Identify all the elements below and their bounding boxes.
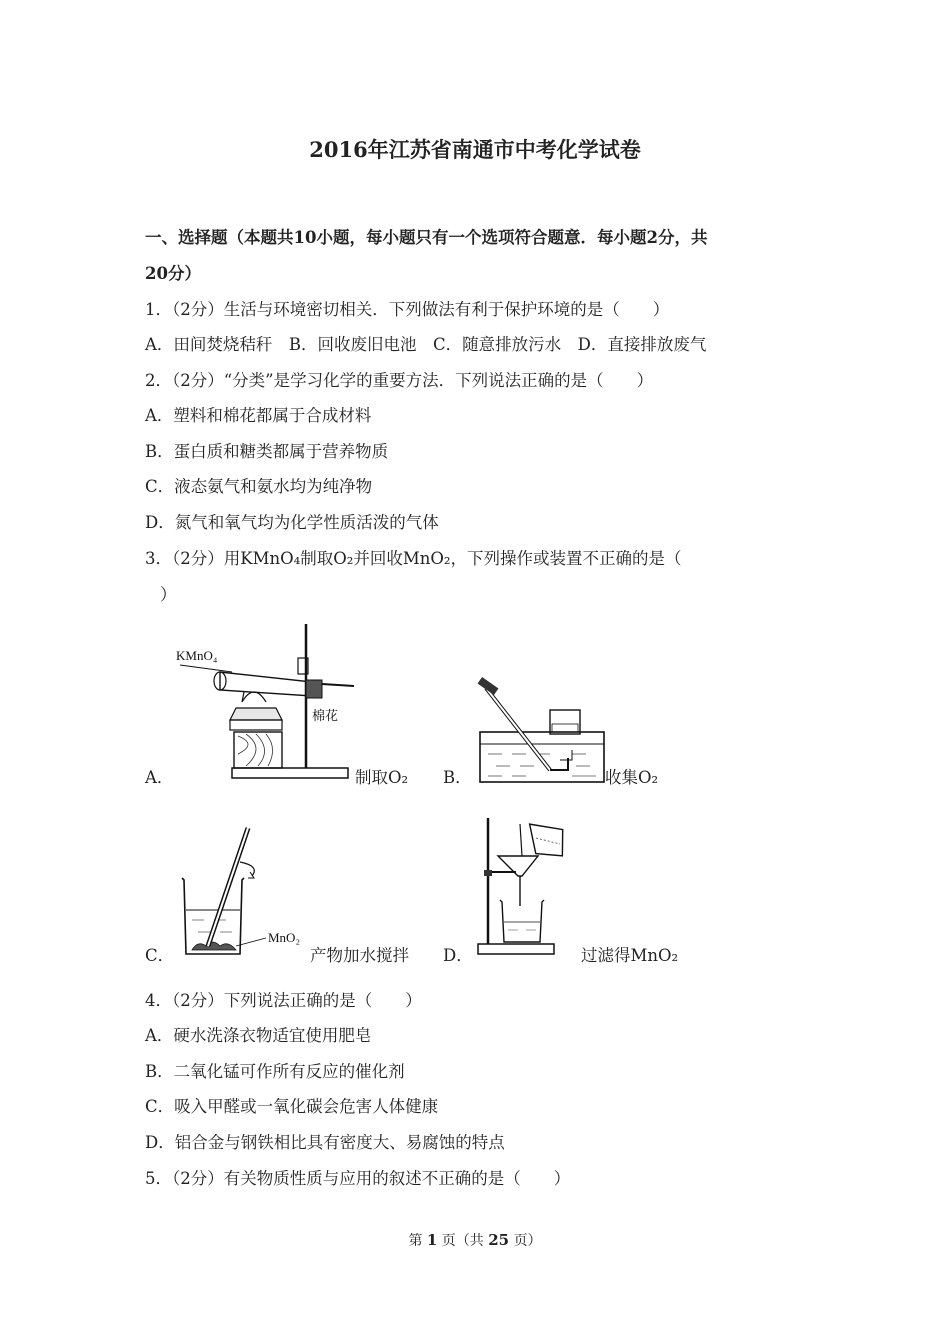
q4-option-a: A．硬水洗涤衣物适宜使用肥皂 xyxy=(145,1026,372,1045)
q3-option-b-caption: 收集O₂ xyxy=(605,768,659,787)
q1-options: A．田间焚烧秸秆 B．回收废旧电池 C．随意排放污水 D．直接排放废气 xyxy=(145,335,707,354)
q3-option-d-caption: 过滤得MnO₂ xyxy=(581,946,679,965)
figure-d-filtration xyxy=(476,810,586,960)
footer-page-number: 1 xyxy=(426,1231,438,1249)
q3-option-b-letter: B． xyxy=(443,768,472,787)
q3-option-a-letter: A． xyxy=(145,768,174,787)
q2-option-b: B．蛋白质和糖类都属于营养物质 xyxy=(145,442,389,461)
q3-stem-line1: 3．（2分）用KMnO₄制取O₂并回收MnO₂，下列操作或装置不正确的是（ xyxy=(145,549,682,568)
q5-stem: 5．（2分）有关物质性质与应用的叙述不正确的是（ ） xyxy=(145,1169,571,1188)
q3-stem-line2: ） xyxy=(160,585,177,604)
figure-a-kmno4-label: KMnO₄ xyxy=(176,648,218,663)
figure-b-gas-collection xyxy=(476,674,626,784)
q3-option-a-caption: 制取O₂ xyxy=(355,768,409,787)
page-title: 2016年江苏省南通市中考化学试卷 xyxy=(309,137,641,162)
q1-stem: 1．（2分）生活与环境密切相关．下列做法有利于保护环境的是（ ） xyxy=(145,300,670,319)
q4-option-c: C．吸入甲醛或一氧化碳会危害人体健康 xyxy=(145,1097,439,1116)
footer-prefix: 第 xyxy=(408,1233,423,1249)
q2-option-a: A．塑料和棉花都属于合成材料 xyxy=(145,406,372,425)
q4-stem: 4．（2分）下列说法正确的是（ ） xyxy=(145,991,422,1010)
figure-c-beaker-stirring xyxy=(180,826,320,958)
q3-option-d-letter: D． xyxy=(443,946,473,965)
q2-stem: 2．（2分）“分类”是学习化学的重要方法．下列说法正确的是（ ） xyxy=(145,371,654,390)
footer-middle: 页（共 xyxy=(441,1233,484,1249)
q2-option-d: D．氮气和氧气均为化学性质活泼的气体 xyxy=(145,513,439,532)
footer-total-pages: 25 xyxy=(488,1231,510,1249)
q3-option-c-letter: C． xyxy=(145,946,175,965)
figure-a-cotton-label: 棉花 xyxy=(312,708,339,723)
figure-c-mno2-label: MnO₂ xyxy=(268,930,300,945)
section-heading-line2: 20分） xyxy=(145,264,201,283)
page-footer xyxy=(0,1230,950,1250)
figure-a-heating-apparatus xyxy=(172,620,362,782)
footer-suffix: 页） xyxy=(513,1233,542,1249)
q4-option-b: B．二氧化锰可作所有反应的催化剂 xyxy=(145,1062,405,1081)
section-heading-line1: 一、选择题（本题共10小题，每小题只有一个选项符合题意．每小题2分，共 xyxy=(145,228,708,247)
q4-option-d: D．铝合金与钢铁相比具有密度大、易腐蚀的特点 xyxy=(145,1133,505,1152)
q2-option-c: C．液态氨气和氨水均为纯净物 xyxy=(145,477,373,496)
q3-option-c-caption: 产物加水搅拌 xyxy=(310,946,409,965)
